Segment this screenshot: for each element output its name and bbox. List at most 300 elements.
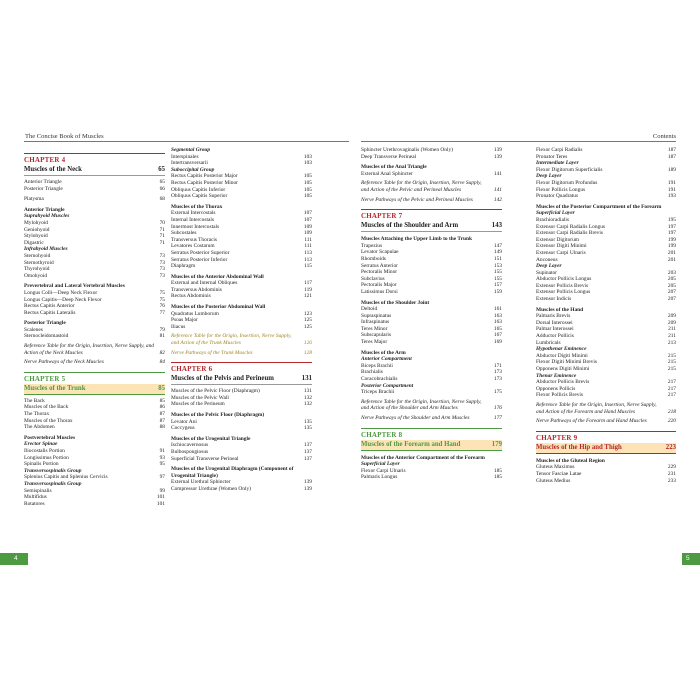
toc-entry[interactable] xyxy=(24,179,165,186)
toc-entry-title: Longus Capitis—Deep Neck Flexor xyxy=(24,296,102,303)
toc-entry-title: Posterior Triangle xyxy=(24,185,63,192)
toc-entry-title: Gluteus Medius xyxy=(536,477,571,484)
toc-entry-title: Abductor Pollicis Brevis xyxy=(536,379,590,386)
toc-entry[interactable] xyxy=(24,227,165,234)
toc-entry[interactable] xyxy=(24,501,165,508)
toc-section-heading: Prevertebral and Lateral Vertebral Muscles xyxy=(24,283,125,290)
toc-entry-title: Stylohyoid xyxy=(24,233,48,240)
running-header-left: The Concise Book of Muscles xyxy=(25,133,104,140)
toc-entry-page: 147 xyxy=(493,242,502,249)
toc-entry-page: 209 xyxy=(667,313,676,320)
toc-entry-page: 105 xyxy=(303,173,312,180)
toc-entry-page: 163 xyxy=(493,312,502,319)
chapter-page: 223 xyxy=(665,443,676,451)
chapter-title-row[interactable] xyxy=(24,384,165,395)
toc-entry-page: 193 xyxy=(667,193,676,200)
toc-entry[interactable] xyxy=(171,442,312,449)
toc-entry[interactable] xyxy=(536,154,676,161)
toc-reference-page: 141 xyxy=(493,186,502,193)
toc-entry-title: Latissimus Dorsi xyxy=(361,288,398,295)
toc-entry[interactable] xyxy=(171,311,312,318)
toc-entry-page: 169 xyxy=(493,339,502,346)
toc-entry[interactable] xyxy=(171,237,312,244)
toc-entry[interactable] xyxy=(171,388,312,395)
toc-entry-title: Extensor Pollicis Longus xyxy=(536,289,591,296)
chapter-page: 85 xyxy=(158,384,165,392)
chapter-label: CHAPTER 9 xyxy=(536,431,676,443)
toc-entry-title: Bulbospongiosus xyxy=(171,448,209,455)
toc-entry[interactable] xyxy=(536,296,676,303)
toc-entry[interactable] xyxy=(536,320,676,327)
toc-entry[interactable] xyxy=(171,479,312,486)
toc-entry[interactable] xyxy=(536,289,676,296)
toc-entry[interactable] xyxy=(24,310,165,317)
chapter-title-row[interactable] xyxy=(361,440,502,451)
toc-entry-title: Gluteus Maximus xyxy=(536,464,575,471)
toc-entry[interactable] xyxy=(361,474,502,481)
toc-entry-title: The Back xyxy=(24,397,45,404)
toc-entry[interactable] xyxy=(171,324,312,331)
toc-entry-title: Abductor Pollicis Longus xyxy=(536,276,592,283)
toc-entry-page: 139 xyxy=(303,479,312,486)
toc-entry-page: 199 xyxy=(667,236,676,243)
toc-entry-title: Extensor Digiti Minimi xyxy=(536,243,587,250)
toc-entry[interactable] xyxy=(361,282,502,289)
toc-entry[interactable] xyxy=(171,486,312,493)
toc-entry[interactable] xyxy=(361,171,502,178)
toc-column-3 xyxy=(361,147,502,481)
toc-entry-title: Iliacus xyxy=(171,323,186,330)
toc-entry[interactable] xyxy=(24,424,165,431)
toc-reference-entry[interactable] xyxy=(24,343,165,356)
toc-entry-title: Internal Intercostals xyxy=(171,216,214,223)
chapter-block xyxy=(536,431,676,454)
toc-entry[interactable] xyxy=(361,326,502,333)
toc-entry-title: Serratus Posterior Inferior xyxy=(171,256,228,263)
toc-entry-page: 209 xyxy=(667,319,676,326)
toc-entry-title: Rhomboids xyxy=(361,255,386,262)
toc-entry[interactable] xyxy=(361,276,502,283)
toc-entry-page: 81 xyxy=(159,333,165,340)
toc-entry[interactable] xyxy=(361,154,502,161)
toc-entry[interactable] xyxy=(536,353,676,360)
toc-entry-title: Teres Minor xyxy=(361,325,388,332)
toc-entry-page: 197 xyxy=(667,223,676,230)
toc-reference-page: 176 xyxy=(493,405,502,412)
toc-entry-title: Iliocostalis Portion xyxy=(24,448,65,454)
toc-section-heading: Muscles of the Urogenital Triangle xyxy=(171,435,251,442)
toc-entry-page: 137 xyxy=(303,442,312,449)
toc-entry[interactable] xyxy=(361,306,502,313)
toc-reference-entry[interactable] xyxy=(536,402,676,415)
toc-subsection-heading: Superficial Layer xyxy=(536,210,575,217)
toc-reference-title: Nerve Pathways of the Trunk Muscles xyxy=(171,349,253,356)
toc-section-heading: Muscles Attaching the Upper Limb to the Trunk xyxy=(361,236,472,243)
toc-reference-page: 142 xyxy=(493,196,502,203)
toc-reference-page: 82 xyxy=(159,349,165,356)
chapter-block xyxy=(171,362,312,385)
toc-entry[interactable] xyxy=(24,448,165,455)
toc-entry[interactable] xyxy=(536,276,676,283)
toc-entry-page: 79 xyxy=(159,326,165,333)
toc-reference-title: Reference Table for the Origin, Insertion, Nerve Supply, and Action of the Trunk Muscles xyxy=(171,333,292,347)
toc-entry[interactable] xyxy=(361,147,502,154)
toc-entry-title: Thyrohyoid xyxy=(24,266,50,273)
toc-entry-title: Lumbricals xyxy=(536,339,561,346)
toc-entry-page: 171 xyxy=(493,362,502,369)
toc-entry-page: 149 xyxy=(493,249,502,256)
toc-section-heading: Muscles of the Arm xyxy=(361,349,406,356)
toc-entry-title: Obliquus Capitis Inferior xyxy=(171,186,226,193)
toc-entry-page: 217 xyxy=(667,392,676,399)
toc-entry[interactable] xyxy=(361,339,502,346)
toc-entry[interactable] xyxy=(24,233,165,240)
toc-entry-title: Levator Ani xyxy=(171,418,197,425)
toc-entry[interactable] xyxy=(24,196,165,203)
chapter-title: Muscles of the Shoulder and Arm xyxy=(361,222,459,230)
toc-entry-page: 139 xyxy=(303,485,312,492)
toc-entry-page: 135 xyxy=(303,418,312,425)
toc-entry-page: 173 xyxy=(493,369,502,376)
toc-entry-page: 119 xyxy=(304,286,312,293)
toc-entry-page: 175 xyxy=(493,389,502,396)
toc-reference-entry[interactable] xyxy=(361,399,502,412)
toc-entry[interactable] xyxy=(24,260,165,267)
toc-entry-page: 75 xyxy=(159,289,165,296)
toc-entry-page: 139 xyxy=(493,153,502,160)
running-header-right: Contents xyxy=(652,133,676,140)
toc-entry-page: 199 xyxy=(667,243,676,250)
toc-section-heading: Muscles of the Gluteal Region xyxy=(536,457,605,464)
toc-entry-page: 155 xyxy=(493,275,502,282)
toc-entry[interactable] xyxy=(361,289,502,296)
toc-entry[interactable] xyxy=(171,224,312,231)
toc-entry[interactable] xyxy=(536,243,676,250)
toc-entry[interactable] xyxy=(171,243,312,250)
toc-entry[interactable] xyxy=(361,376,502,383)
toc-entry[interactable] xyxy=(361,369,502,376)
toc-entry[interactable] xyxy=(171,456,312,463)
toc-entry[interactable] xyxy=(536,366,676,373)
toc-entry[interactable] xyxy=(361,363,502,370)
toc-entry[interactable] xyxy=(536,326,676,333)
toc-entry[interactable] xyxy=(536,333,676,340)
toc-entry-title: Subclavius xyxy=(361,275,385,282)
toc-section-heading: Posterior Triangle xyxy=(24,320,66,327)
toc-entry[interactable] xyxy=(361,389,502,396)
chapter-block xyxy=(24,153,165,176)
toc-entry-title: Multifidus xyxy=(24,494,47,501)
toc-section-heading: Muscles of the Hand xyxy=(536,306,584,313)
toc-entry[interactable] xyxy=(24,418,165,425)
toc-entry[interactable] xyxy=(536,478,676,485)
toc-entry-page: 165 xyxy=(493,325,502,332)
toc-entry[interactable] xyxy=(171,210,312,217)
chapter-title-row[interactable] xyxy=(171,374,312,385)
toc-entry[interactable] xyxy=(24,411,165,418)
toc-entry[interactable] xyxy=(24,404,165,411)
toc-entry[interactable] xyxy=(24,186,165,193)
toc-reference-title: Reference Table for the Origin, Insertion, Nerve Supply, and Action of the Forearm and Hand Muscles xyxy=(536,401,657,415)
toc-entry-title: Brachioradialis xyxy=(536,216,569,223)
toc-entry[interactable] xyxy=(24,494,165,501)
toc-entry-title: Sphincter Urethrovaginalis (Women Only) xyxy=(361,147,453,153)
toc-entry[interactable] xyxy=(536,167,676,174)
toc-entry-page: 111 xyxy=(304,236,312,243)
toc-entry[interactable] xyxy=(24,303,165,310)
toc-entry-title: Extensor Indicis xyxy=(536,296,572,303)
toc-section-heading: Anterior Triangle xyxy=(24,206,65,213)
toc-entry[interactable] xyxy=(536,359,676,366)
toc-entry[interactable] xyxy=(171,425,312,432)
toc-entry-title: External Anal Sphincter xyxy=(361,170,413,177)
toc-entry-title: Psoas Major xyxy=(171,317,198,324)
chapter-title: Muscles of the Forearm and Hand xyxy=(361,440,461,448)
toc-entry[interactable] xyxy=(536,340,676,347)
toc-entry[interactable] xyxy=(171,180,312,187)
toc-entry[interactable] xyxy=(361,269,502,276)
toc-entry[interactable] xyxy=(361,319,502,326)
chapter-title: Muscles of the Hip and Thigh xyxy=(536,443,622,451)
toc-entry[interactable] xyxy=(536,250,676,257)
toc-entry-title: Muscles of the Perineum xyxy=(171,401,225,408)
toc-entry[interactable] xyxy=(24,240,165,247)
toc-entry[interactable] xyxy=(171,187,312,194)
toc-entry[interactable] xyxy=(536,224,676,231)
toc-reference-entry[interactable] xyxy=(361,197,502,204)
toc-entry[interactable] xyxy=(536,230,676,237)
toc-entry[interactable] xyxy=(536,313,676,320)
toc-entry[interactable] xyxy=(171,293,312,300)
toc-column-4 xyxy=(536,147,676,484)
toc-entry-page: 77 xyxy=(159,309,165,316)
chapter-title: Muscles of the Pelvis and Perineum xyxy=(171,375,274,383)
toc-subsection-heading: Transversospinalis Group xyxy=(24,467,82,474)
toc-entry-page: 159 xyxy=(493,288,502,295)
chapter-label: CHAPTER 4 xyxy=(24,153,165,165)
toc-entry-title: Palmaris Longus xyxy=(361,474,398,481)
toc-entry-title: Mylohyoid xyxy=(24,219,48,226)
toc-entry[interactable] xyxy=(24,327,165,334)
toc-entry[interactable] xyxy=(24,455,165,462)
toc-entry-title: Trapezius xyxy=(361,242,383,249)
chapter-title-row[interactable] xyxy=(361,221,502,232)
toc-reference-entry[interactable] xyxy=(361,180,502,193)
toc-entry[interactable] xyxy=(171,287,312,294)
toc-entry[interactable] xyxy=(361,332,502,339)
toc-entry-page: 137 xyxy=(303,455,312,462)
toc-entry-title: Geniohyoid xyxy=(24,226,50,233)
toc-entry-page: 113 xyxy=(304,249,312,256)
toc-entry[interactable] xyxy=(171,419,312,426)
toc-entry[interactable] xyxy=(171,317,312,324)
toc-reference-entry[interactable] xyxy=(171,333,312,346)
chapter-title-row[interactable] xyxy=(24,165,165,176)
toc-entry[interactable] xyxy=(171,160,312,167)
toc-entry-page: 121 xyxy=(303,293,312,300)
toc-entry[interactable] xyxy=(361,468,502,475)
toc-entry[interactable] xyxy=(536,187,676,194)
toc-entry[interactable] xyxy=(24,461,165,468)
toc-entry[interactable] xyxy=(24,474,165,481)
toc-entry-title: Sternohyoid xyxy=(24,252,51,259)
toc-entry-title: Levatores Costarum xyxy=(171,243,215,250)
toc-entry-page: 205 xyxy=(667,282,676,289)
toc-reference-entry[interactable] xyxy=(24,359,165,366)
toc-entry-title: External Intercostals xyxy=(171,210,216,217)
toc-subsection-heading: Hypothenar Eminence xyxy=(536,346,587,353)
toc-entry-title: Supraspinatus xyxy=(361,312,392,319)
chapter-title-row[interactable] xyxy=(536,443,676,454)
toc-entry[interactable] xyxy=(171,217,312,224)
toc-subsection-heading: Intermediate Layer xyxy=(536,160,579,167)
toc-entry[interactable] xyxy=(361,263,502,270)
toc-entry-page: 73 xyxy=(159,272,165,279)
toc-entry-title: Muscles of the Thorax xyxy=(24,417,73,424)
toc-entry-title: Triceps Brachii xyxy=(361,389,395,396)
toc-entry-page: 233 xyxy=(667,477,676,484)
toc-entry-page: 105 xyxy=(303,186,312,193)
toc-entry-page: 85 xyxy=(159,397,165,404)
toc-entry-page: 173 xyxy=(493,376,502,383)
toc-entry[interactable] xyxy=(24,333,165,340)
toc-entry-page: 105 xyxy=(303,193,312,200)
toc-entry-title: Interspinales xyxy=(171,153,199,160)
toc-entry-title: External Urethral Sphincter xyxy=(171,479,231,486)
toc-reference-title: Reference Table for the Origin, Insertion, Nerve Supply, and Action of the Neck Muscles xyxy=(24,343,155,356)
toc-entry-title: Levator Scapulae xyxy=(361,249,399,256)
toc-entry-title: Flexor Digiti Minimi Brevis xyxy=(536,359,597,366)
toc-entry[interactable] xyxy=(536,217,676,224)
toc-entry-title: The Thorax xyxy=(24,411,50,418)
toc-entry-title: Rectus Capitis Posterior Minor xyxy=(171,179,238,186)
toc-entry[interactable] xyxy=(24,290,165,297)
toc-section-heading: Muscles of the Urogenital Diaphragm (Component of Urogenital Triangle) xyxy=(171,466,294,479)
toc-entry[interactable] xyxy=(24,253,165,260)
toc-entry[interactable] xyxy=(536,257,676,264)
toc-entry-title: Subcostales xyxy=(171,230,197,237)
toc-entry[interactable] xyxy=(171,193,312,200)
toc-entry-title: Palmar Interossei xyxy=(536,326,574,333)
toc-entry[interactable] xyxy=(171,154,312,161)
toc-entry-title: Serratus Anterior xyxy=(361,262,398,269)
toc-entry-title: Muscles of the Pelvic Wall xyxy=(171,394,229,401)
toc-entry[interactable] xyxy=(536,386,676,393)
toc-entry-page: 187 xyxy=(667,153,676,160)
toc-reference-entry[interactable] xyxy=(361,415,502,422)
toc-entry-page: 65 xyxy=(159,179,165,185)
toc-entry[interactable] xyxy=(171,257,312,264)
toc-entry-page: 111 xyxy=(304,243,312,250)
chapter-title: Muscles of the Trunk xyxy=(24,384,86,392)
toc-reference-entry[interactable] xyxy=(536,418,676,425)
toc-entry[interactable] xyxy=(24,266,165,273)
toc-reference-page: 218 xyxy=(667,408,676,415)
toc-entry-page: 73 xyxy=(159,266,165,273)
toc-entry[interactable] xyxy=(24,273,165,280)
toc-entry[interactable] xyxy=(536,471,676,478)
toc-entry[interactable] xyxy=(536,464,676,471)
toc-entry[interactable] xyxy=(536,379,676,386)
toc-entry-title: Coccygeus xyxy=(171,425,195,432)
toc-entry[interactable] xyxy=(361,249,502,256)
toc-subsection-heading: Erector Spinae xyxy=(24,441,58,448)
toc-entry-title: Extensor Carpi Ulnaris xyxy=(536,249,586,256)
toc-entry-page: 191 xyxy=(667,179,676,186)
toc-entry[interactable] xyxy=(536,180,676,187)
toc-entry[interactable] xyxy=(171,280,312,287)
toc-entry-title: Rectus Capitis Posterior Major xyxy=(171,173,238,180)
toc-entry-page: 207 xyxy=(667,296,676,303)
toc-entry[interactable] xyxy=(171,230,312,237)
toc-entry[interactable] xyxy=(24,220,165,227)
toc-entry-page: 197 xyxy=(667,230,676,237)
toc-entry-title: Sternocleidomastoid xyxy=(24,333,69,340)
toc-entry-page: 70 xyxy=(159,219,165,226)
toc-entry[interactable] xyxy=(171,401,312,408)
toc-entry[interactable] xyxy=(536,237,676,244)
toc-section-heading: Muscles of the Shoulder Joint xyxy=(361,299,430,306)
toc-entry-page: 167 xyxy=(493,332,502,339)
toc-entry-page: 201 xyxy=(667,249,676,256)
toc-entry-page: 141 xyxy=(493,170,502,177)
toc-reference-entry[interactable] xyxy=(171,350,312,357)
toc-entry[interactable] xyxy=(536,270,676,277)
toc-entry-title: Extensor Carpi Radialis Longus xyxy=(536,223,606,230)
toc-entry-title: Diaphragm xyxy=(171,263,196,270)
toc-entry[interactable] xyxy=(536,193,676,200)
toc-entry[interactable] xyxy=(171,173,312,180)
toc-entry-page: 189 xyxy=(667,166,676,173)
chapter-label: CHAPTER 6 xyxy=(171,362,312,374)
toc-entry[interactable] xyxy=(361,256,502,263)
toc-entry-title: Extensor Pollicis Brevis xyxy=(536,282,589,289)
toc-entry-page: 71 xyxy=(159,226,165,233)
toc-entry[interactable] xyxy=(536,147,676,154)
toc-entry-title: Longus Colli—Deep Neck Flexor xyxy=(24,289,98,296)
toc-entry-page: 132 xyxy=(303,401,312,408)
toc-entry-page: 229 xyxy=(667,464,676,471)
toc-entry-page: 117 xyxy=(304,280,312,287)
toc-entry[interactable] xyxy=(361,243,502,250)
toc-entry-title: Rectus Abdominis xyxy=(171,293,211,300)
toc-subsection-heading: Superficial Layer xyxy=(361,461,400,468)
toc-entry-title: Innermost Intercostals xyxy=(171,223,220,230)
toc-subsection-heading: Infrahyoid Muscles xyxy=(24,246,68,253)
toc-entry-title: Pectoralis Minor xyxy=(361,269,398,276)
page-number-tab-right: 5 xyxy=(682,553,700,565)
toc-entry[interactable] xyxy=(171,449,312,456)
toc-entry-title: Deep Transverse Perineal xyxy=(361,153,417,160)
toc-reference-page: 84 xyxy=(159,359,165,366)
toc-entry-title: Anconeus xyxy=(536,256,558,263)
toc-entry[interactable] xyxy=(171,263,312,270)
toc-entry-title: Coracobrachialis xyxy=(361,376,398,383)
toc-entry-page: 161 xyxy=(493,306,502,313)
toc-entry[interactable] xyxy=(536,283,676,290)
toc-entry[interactable] xyxy=(536,392,676,399)
toc-entry-title: Infraspinatus xyxy=(361,319,390,326)
toc-entry-page: 231 xyxy=(667,470,676,477)
toc-entry-page: 123 xyxy=(303,310,312,317)
toc-entry-title: Flexor Carpi Ulnaris xyxy=(361,467,406,474)
toc-entry-title: Anterior Triangle xyxy=(24,179,62,185)
toc-entry[interactable] xyxy=(171,250,312,257)
toc-section-heading: Muscles of the Thorax xyxy=(171,203,223,210)
toc-reference-title: Reference Table for the Origin, Insertion, Nerve Supply, and Action of the Shoulder and Arm Muscles xyxy=(361,398,482,412)
toc-entry[interactable] xyxy=(24,297,165,304)
chapter-page: 143 xyxy=(491,222,502,230)
